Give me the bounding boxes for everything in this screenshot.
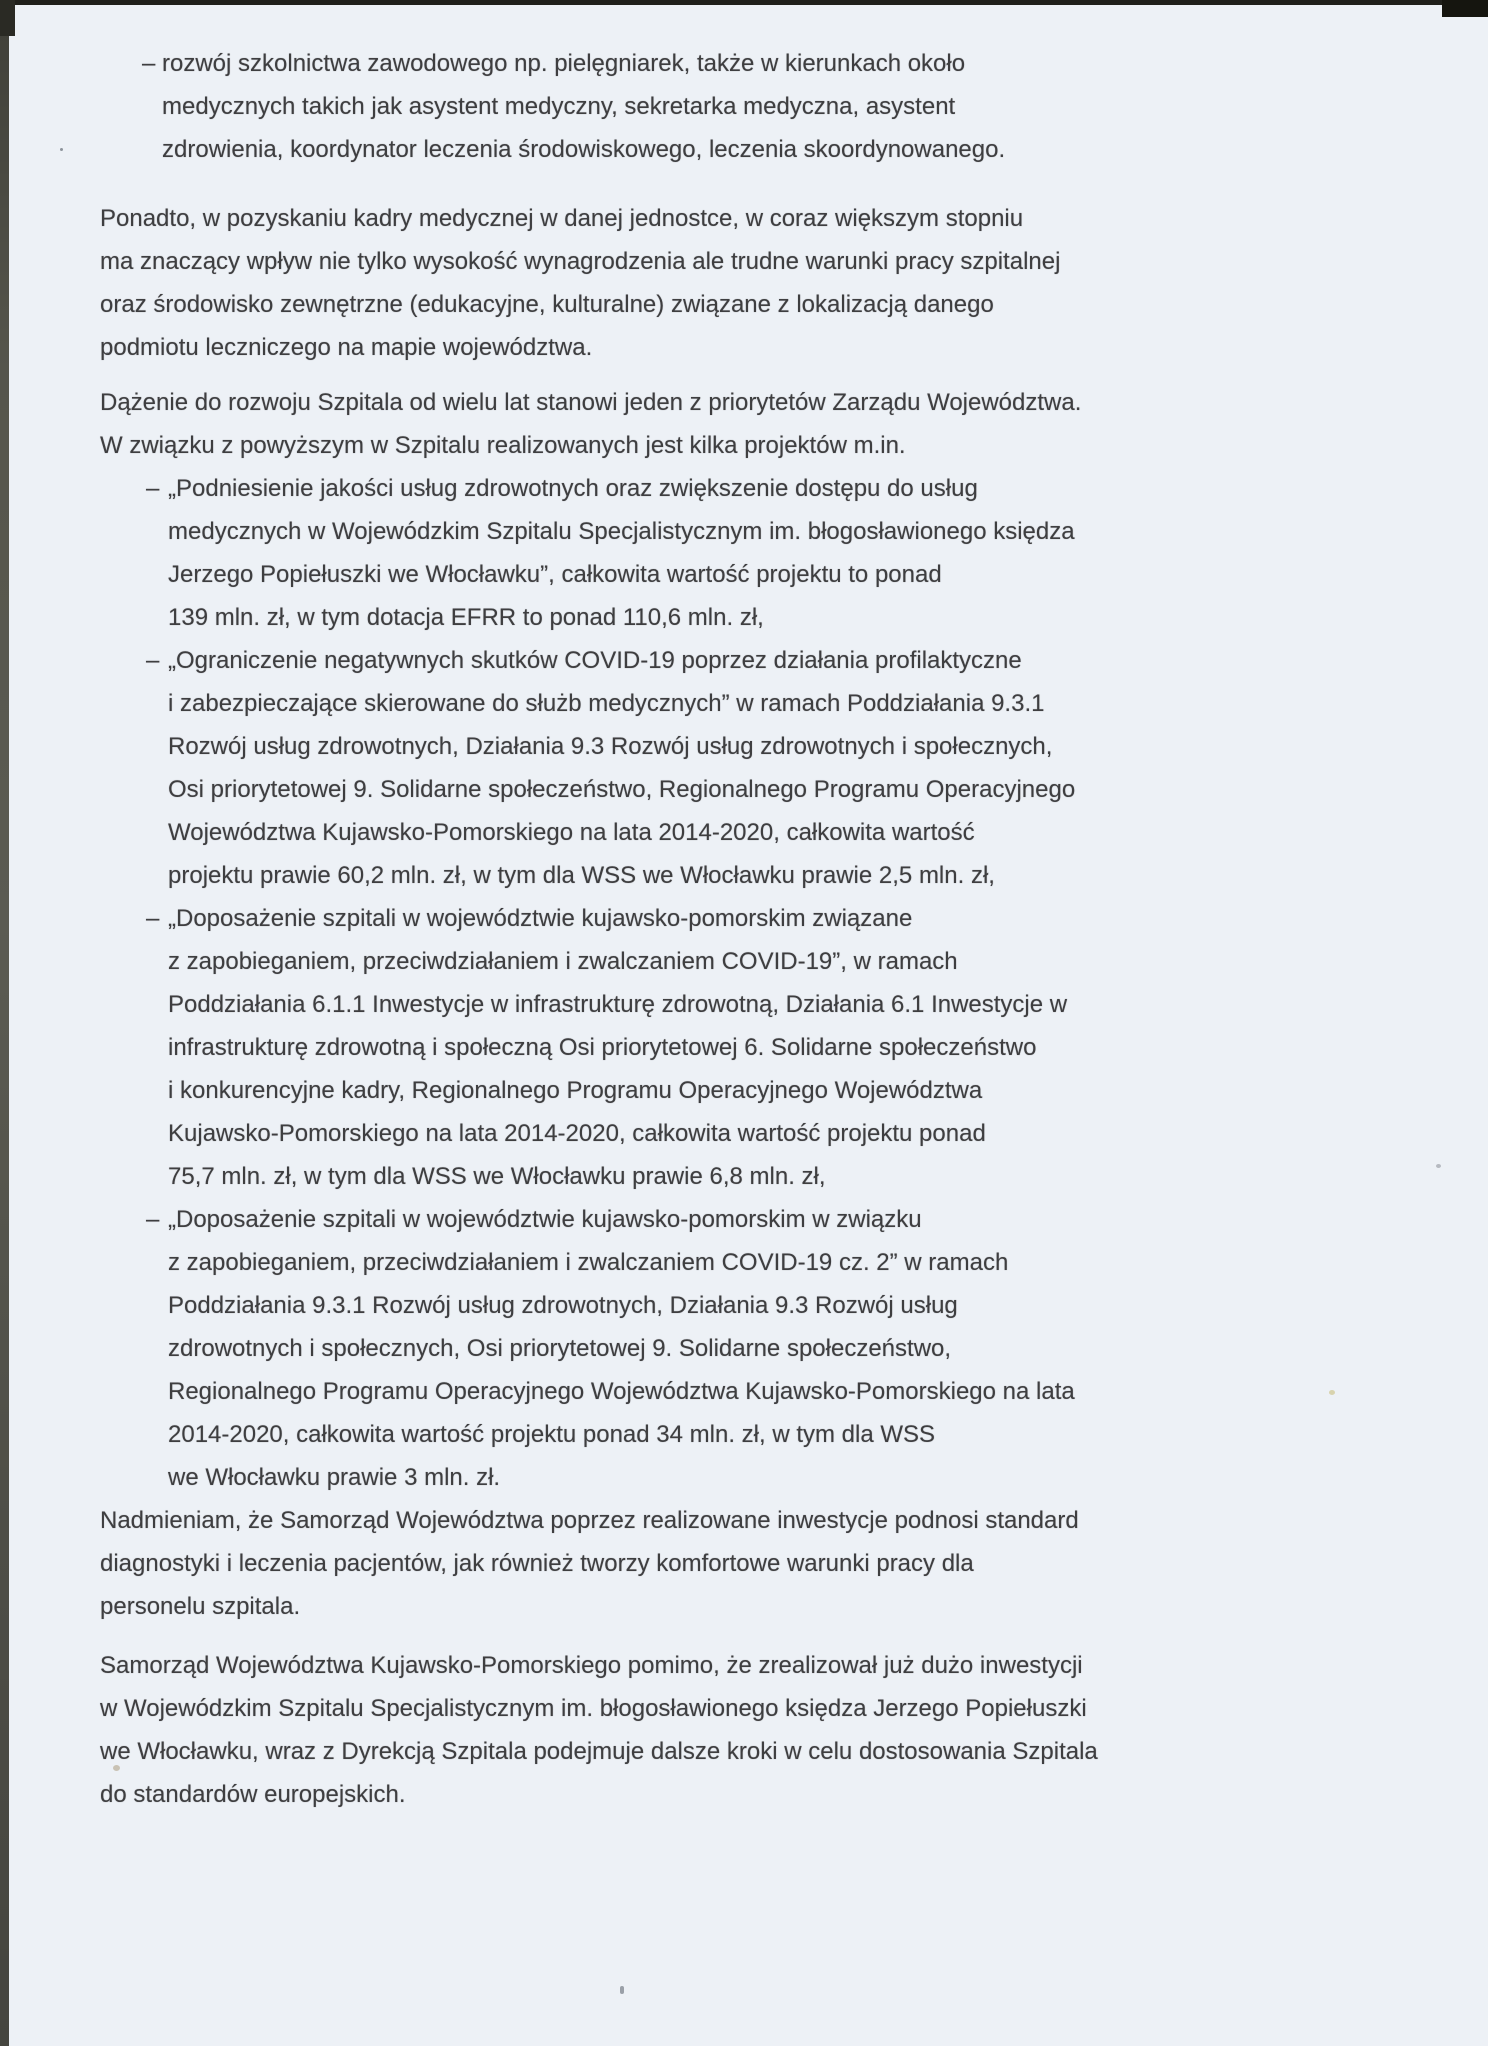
text-line: Osi priorytetowej 9. Solidarne społeczeństwo, Regionalnego Programu Operacyjnego xyxy=(168,776,1076,803)
text-line: Jerzego Popiełuszki we Włocławku”, całkowita wartość projektu to ponad xyxy=(168,561,942,588)
text-line: W związku z powyższym w Szpitalu realizowanych jest kilka projektów m.in. xyxy=(100,432,906,459)
text-line: podmiotu leczniczego na mapie województwa. xyxy=(100,334,593,361)
text-line: we Włocławku, wraz z Dyrekcją Szpitala podejmuje dalsze kroki w celu dostosowania Szpitala xyxy=(100,1738,1098,1765)
text-line: i konkurencyjne kadry, Regionalnego Programu Operacyjnego Województwa xyxy=(168,1077,983,1104)
text-line: Regionalnego Programu Operacyjnego Województwa Kujawsko-Pomorskiego na lata xyxy=(168,1378,1075,1405)
text-line: we Włocławku prawie 3 mln. zł. xyxy=(168,1464,501,1491)
text-line: „Doposażenie szpitali w województwie kujawsko-pomorskim związane xyxy=(168,905,913,932)
text-line: Dążenie do rozwoju Szpitala od wielu lat stanowi jeden z priorytetów Zarządu Województwa. xyxy=(100,389,1082,416)
text-line: diagnostyki i leczenia pacjentów, jak również tworzy komfortowe warunki pracy dla xyxy=(100,1550,974,1577)
text-line: z zapobieganiem, przeciwdziałaniem i zwalczaniem COVID-19 cz. 2” w ramach xyxy=(168,1249,1009,1276)
text-line: Rozwój usług zdrowotnych, Działania 9.3 Rozwój usług zdrowotnych i społecznych, xyxy=(168,733,1053,760)
scan-speck xyxy=(620,1986,624,1994)
bullet-dash: – xyxy=(146,905,160,932)
text-line: zdrowienia, koordynator leczenia środowiskowego, leczenia skoordynowanego. xyxy=(162,136,1006,163)
text-line: ma znaczący wpływ nie tylko wysokość wynagrodzenia ale trudne warunki pracy szpitalnej xyxy=(100,248,1061,275)
text-line: personelu szpitala. xyxy=(100,1593,301,1620)
text-line: „Doposażenie szpitali w województwie kujawsko-pomorskim w związku xyxy=(168,1206,922,1233)
text-line: 2014-2020, całkowita wartość projektu ponad 34 mln. zł, w tym dla WSS xyxy=(168,1421,936,1448)
scan-speck xyxy=(1436,1164,1441,1168)
document-body xyxy=(100,42,1170,1816)
text-line: Województwa Kujawsko-Pomorskiego na lata 2014-2020, całkowita wartość xyxy=(168,819,975,846)
text-line: do standardów europejskich. xyxy=(100,1781,406,1808)
text-line: medycznych takich jak asystent medyczny, sekretarka medyczna, asystent xyxy=(162,93,956,120)
paragraph xyxy=(100,1644,1170,1816)
list-item xyxy=(100,467,1170,639)
text-line: w Wojewódzkim Szpitalu Specjalistycznym im. błogosławionego księdza Jerzego Popiełuszki xyxy=(100,1695,1087,1722)
scan-speck xyxy=(1329,1390,1335,1395)
scan-top-right-corner xyxy=(1442,0,1488,17)
text-line: 75,7 mln. zł, w tym dla WSS we Włocławku prawie 6,8 mln. zł, xyxy=(168,1163,826,1190)
scan-top-edge xyxy=(0,0,1488,5)
text-line: infrastrukturę zdrowotną i społeczną Osi priorytetowej 6. Solidarne społeczeństwo xyxy=(168,1034,1037,1061)
text-line: Samorząd Województwa Kujawsko-Pomorskiego pomimo, że zrealizował już dużo inwestycji xyxy=(100,1652,1083,1679)
text-line: oraz środowisko zewnętrzne (edukacyjne, kulturalne) związane z lokalizacją danego xyxy=(100,291,994,318)
bullet-dash: – xyxy=(146,475,160,502)
text-line: Poddziałania 6.1.1 Inwestycje w infrastrukturę zdrowotną, Działania 6.1 Inwestycje w xyxy=(168,991,1068,1018)
text-line: medycznych w Wojewódzkim Szpitalu Specjalistycznym im. błogosławionego księdza xyxy=(168,518,1075,545)
paragraph xyxy=(100,197,1170,369)
list-item xyxy=(100,42,1170,171)
scan-top-left-corner xyxy=(0,0,15,36)
bullet-dash: – xyxy=(146,1206,160,1233)
list-item xyxy=(100,897,1170,1198)
paragraph xyxy=(100,1499,1170,1628)
list-item xyxy=(100,639,1170,897)
text-line: Kujawsko-Pomorskiego na lata 2014-2020, całkowita wartość projektu ponad xyxy=(168,1120,986,1147)
text-line: z zapobieganiem, przeciwdziałaniem i zwalczaniem COVID-19”, w ramach xyxy=(168,948,958,975)
bullet-dash: – xyxy=(142,50,156,77)
text-line: i zabezpieczające skierowane do służb medycznych” w ramach Poddziałania 9.3.1 xyxy=(168,690,1045,717)
scan-left-edge xyxy=(0,0,9,2046)
scan-speck xyxy=(60,148,63,151)
text-line: Ponadto, w pozyskaniu kadry medycznej w danej jednostce, w coraz większym stopniu xyxy=(100,205,1024,232)
text-line: „Podniesienie jakości usług zdrowotnych oraz zwiększenie dostępu do usług xyxy=(168,475,978,502)
text-line: projektu prawie 60,2 mln. zł, w tym dla WSS we Włocławku prawie 2,5 mln. zł, xyxy=(168,862,995,889)
text-line: Poddziałania 9.3.1 Rozwój usług zdrowotnych, Działania 9.3 Rozwój usług xyxy=(168,1292,958,1319)
text-line: Nadmieniam, że Samorząd Województwa poprzez realizowane inwestycje podnosi standard xyxy=(100,1507,1079,1534)
list-item xyxy=(100,1198,1170,1499)
paragraph xyxy=(100,381,1170,467)
text-line: rozwój szkolnictwa zawodowego np. pielęgniarek, także w kierunkach około xyxy=(162,50,966,77)
text-line: zdrowotnych i społecznych, Osi priorytetowej 9. Solidarne społeczeństwo, xyxy=(168,1335,952,1362)
bullet-dash: – xyxy=(146,647,160,674)
text-line: „Ograniczenie negatywnych skutków COVID-19 poprzez działania profilaktyczne xyxy=(168,647,1022,674)
text-line: 139 mln. zł, w tym dotacja EFRR to ponad 110,6 mln. zł, xyxy=(168,604,764,631)
